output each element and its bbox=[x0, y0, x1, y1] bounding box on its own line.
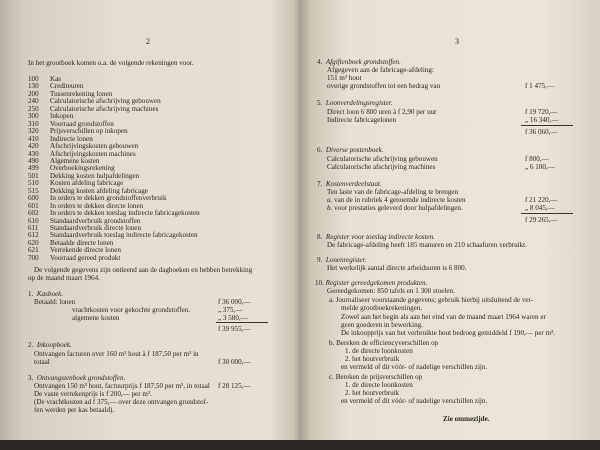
account-name: Dekking kosten afdeling fabricage bbox=[50, 186, 148, 195]
item-1-title: Kasboek. bbox=[36, 290, 64, 298]
item-8-line-1: De fabricage-afdeling heeft 185 manuren en 210 schaafuren verbruikt. bbox=[327, 241, 527, 249]
item-4-line-1: Afgegeven aan de fabricage-afdeling: bbox=[327, 66, 434, 74]
account-name: In orders te dekken toeslag indirecte fabricagekosten bbox=[50, 209, 200, 218]
item-8-title: Register voor toeslag indirecte kosten. bbox=[325, 233, 435, 241]
item-6-line-1: Calculatorische afschrijving gebouwen bbox=[327, 155, 438, 163]
account-code: 410 bbox=[28, 134, 39, 143]
item-7-sum-rule bbox=[521, 213, 573, 214]
item-1-label: Betaald: lonen bbox=[34, 298, 76, 306]
item-3-line-3: (De vrachtkosten ad f 375,— over deze ontvangen grondstof- bbox=[34, 398, 209, 406]
account-name: Tussenrekening lonen bbox=[50, 89, 113, 98]
account-code: 200 bbox=[28, 89, 39, 98]
table-edge bbox=[0, 440, 600, 450]
account-name: Kas bbox=[50, 75, 62, 83]
account-code: 430 bbox=[28, 149, 39, 158]
item-6-amount-1: f 800,— bbox=[525, 155, 549, 163]
item-5-line-1: Direct loon 6 800 uren à f 2,90 per uur bbox=[327, 108, 437, 116]
item-9-heading: 9. Lonenregister. bbox=[317, 256, 367, 264]
account-name: Calculatorische afschrijving machines bbox=[50, 104, 159, 113]
note-line-2: geen goederen in bewerking. bbox=[341, 321, 423, 329]
item-1-total: f 39 955,— bbox=[218, 325, 251, 333]
account-code: 602 bbox=[28, 209, 39, 218]
item-5-amount-2: „ 16 340,— bbox=[525, 116, 559, 124]
item-3-amount: f 28 125,— bbox=[218, 382, 251, 390]
account-code: 501 bbox=[28, 171, 39, 180]
right-page bbox=[315, 0, 577, 440]
account-name: Crediteuren bbox=[50, 82, 84, 91]
item-2-title: Inkoopboek. bbox=[36, 341, 72, 349]
account-name: Standaardverbruik toeslag indirecte fabricagekosten bbox=[50, 231, 198, 240]
account-name: In orders te dekken directe lonen bbox=[50, 201, 144, 210]
account-code: 320 bbox=[28, 127, 39, 136]
question-b-heading: b. Bereken de efficiencyverschillen op bbox=[329, 339, 439, 347]
item-10-heading: 10. Register gereedgekomen produkten. bbox=[315, 279, 428, 287]
item-3-line-2: De vaste verrekenprijs is f 200,— per m³. bbox=[34, 390, 152, 398]
left-page-number: 2 bbox=[146, 37, 150, 46]
item-4-title: Afgiftenboek grondstoffen. bbox=[325, 58, 401, 66]
item-7-amount-1: f 21 220,— bbox=[525, 196, 558, 204]
item-4-line-2: 151 m³ hout bbox=[327, 74, 362, 82]
account-name: Afschrijvingskosten gebouwen bbox=[50, 142, 139, 151]
item-7-amount-2: „ 8 045,— bbox=[525, 204, 555, 212]
item-7-line-1: Ten laste van de fabricage-afdeling te brengen bbox=[327, 188, 459, 196]
account-name: Kosten afdeling fabricage bbox=[50, 179, 124, 188]
account-code: 515 bbox=[28, 186, 39, 195]
item-2-heading: 2. Inkoopboek. bbox=[28, 341, 72, 349]
account-code: 300 bbox=[28, 112, 39, 121]
question-c-item-2: 2. het houtverbruik bbox=[345, 389, 400, 397]
account-name: Prijsverschillen op inkopen bbox=[50, 127, 128, 136]
account-name: Voorraad gereed produkt bbox=[50, 253, 121, 262]
account-code: 499 bbox=[28, 164, 39, 173]
account-name: Standaardverbruik directe lonen bbox=[50, 224, 141, 232]
account-code: 250 bbox=[28, 104, 39, 113]
account-code: 130 bbox=[28, 82, 39, 91]
item-7-heading: 7. Kostenverdeelstaat. bbox=[317, 180, 382, 188]
account-code: 601 bbox=[28, 201, 39, 210]
account-name: Indirecte lonen bbox=[50, 134, 93, 143]
account-code: 612 bbox=[28, 231, 39, 240]
item-6-heading: 6. Diverse postenboek. bbox=[317, 146, 384, 154]
item-5-title: Loonverdelingsregister. bbox=[325, 99, 393, 107]
item-9-line-1: Het werkelijk aantal directe arbeidsuren is 6 800. bbox=[327, 264, 467, 272]
account-name: Standaardverbruik grondstoffen bbox=[50, 216, 141, 225]
account-name: Algemene kosten bbox=[50, 156, 100, 165]
item-4-amount: f 1 475,— bbox=[525, 82, 554, 90]
question-c-heading: c. Bereken de prijsverschillen op bbox=[329, 373, 423, 381]
account-name: Voorraad grondstoffen bbox=[50, 119, 114, 128]
item-7-line-3: b. voor prestaties geleverd door hulpafdelingen. bbox=[327, 204, 463, 212]
item-1-amount-1: f 36 000,— bbox=[218, 298, 251, 306]
account-code: 621 bbox=[28, 246, 39, 255]
question-a-line-2: melde grootboekrekeningen. bbox=[341, 304, 423, 312]
account-name: Dekking kosten hulpafdelingen bbox=[50, 171, 140, 180]
account-name: Betaalde directe lonen bbox=[50, 238, 114, 247]
item-6-line-2: Calculatorische afschrijving machines bbox=[327, 163, 436, 171]
item-2-amount: f 30 000,— bbox=[218, 358, 251, 366]
item-1-heading: 1. Kasboek. bbox=[28, 290, 64, 298]
account-code: 420 bbox=[28, 142, 39, 151]
item-7-title: Kostenverdeelstaat. bbox=[325, 180, 382, 188]
account-code: 100 bbox=[28, 75, 39, 83]
account-code: 611 bbox=[28, 224, 39, 232]
account-code: 610 bbox=[28, 216, 39, 225]
note-line-3: De inkoopprijs van het verbruikte hout bedroeg gemiddeld f 190,— per m³. bbox=[341, 329, 555, 337]
question-b-item-1: 1. de directe loonkosten bbox=[345, 347, 413, 355]
item-5-amount-1: f 19 720,— bbox=[525, 108, 558, 116]
item-1-amount-3: „ 3 580,— bbox=[218, 314, 248, 322]
left-page bbox=[28, 0, 290, 440]
item-5-sum-rule bbox=[521, 125, 573, 126]
item-9-title: Lonenregister. bbox=[325, 256, 367, 264]
intro-text: In het grootboek komen o.a. de volgende rekeningen voor. bbox=[28, 59, 194, 67]
item-5-heading: 5. Loonverdelingsregister. bbox=[317, 99, 393, 107]
question-c-note: en vermeld of dit vóór- of nadelige verschillen zijn. bbox=[341, 397, 488, 405]
question-a-line-1: a. Journaliseer voorstaande gegevens; gebruik hierbij uitsluitend de ver- bbox=[329, 296, 534, 304]
account-row bbox=[28, 254, 120, 262]
question-b-item-2: 2. het houtverbruik bbox=[345, 355, 400, 363]
account-code: 240 bbox=[28, 97, 39, 106]
data-intro-line-2: op de maand maart 1964. bbox=[28, 274, 100, 282]
account-name: Verrekende directe lonen bbox=[50, 246, 121, 255]
item-7-line-2: a. van de in rubriek 4 genoemde indirecte kosten bbox=[327, 196, 466, 204]
account-name: Calculatorische afschrijving gebouwen bbox=[50, 97, 161, 106]
item-10-line-1: Gereedgekomen: 850 tafels en 1 300 stoelen. bbox=[327, 287, 455, 295]
item-3-heading: 3. Ontvangstenboek grondstoffen. bbox=[28, 374, 126, 382]
footer-turn-over: Zie ommezijde. bbox=[443, 415, 490, 423]
item-8-heading: 8. Register voor toeslag indirecte kosten. bbox=[317, 233, 435, 241]
item-1-amount-2: „ 375,— bbox=[218, 306, 243, 314]
item-2-line-2: totaal bbox=[34, 358, 50, 366]
item-10-title: Register gereedgekomen produkten. bbox=[325, 279, 428, 287]
account-name: Overboekingsrekening bbox=[50, 164, 115, 173]
item-1-text-2: vrachtkosten voor gekochte grondstoffen. bbox=[72, 306, 191, 314]
item-5-line-2: Indirecte fabricagelonen bbox=[327, 116, 397, 124]
data-intro-line-1: De volgende gegevens zijn ontleend aan de dagboeken en hebben betrekking bbox=[34, 266, 253, 274]
item-4-line-3: overige grondstoffen tot een bedrag van bbox=[327, 82, 441, 90]
item-5-total: f 36 060,— bbox=[525, 128, 558, 136]
item-1-text-3: algemene kosten bbox=[72, 314, 120, 322]
item-2-line-1: Ontvangen facturen over 160 m³ hout à f 187,50 per m³ in bbox=[34, 350, 199, 358]
item-3-line-1: Ontvangen 150 m³ hout, factuurprijs f 187,50 per m³, in totaal bbox=[34, 382, 210, 390]
item-3-title: Ontvangstenboek grondstoffen. bbox=[36, 374, 126, 382]
question-b-note: en vermeld of dit vóór- of nadelige verschillen zijn. bbox=[341, 363, 488, 371]
item-3-line-4: fen werden per kas betaald). bbox=[34, 406, 115, 414]
item-4-heading: 4. Afgiftenboek grondstoffen. bbox=[317, 58, 401, 66]
right-page-number: 3 bbox=[455, 37, 459, 46]
account-code: 620 bbox=[28, 238, 39, 247]
item-6-title: Diverse postenboek. bbox=[325, 146, 384, 154]
account-code: 510 bbox=[28, 179, 39, 188]
note-line-1: Zowel aan het begin als aan het eind van de maand maart 1964 waren er bbox=[341, 313, 546, 321]
account-name: Afschrijvingskosten machines bbox=[50, 149, 136, 158]
account-code: 490 bbox=[28, 156, 39, 165]
account-code: 310 bbox=[28, 119, 39, 128]
account-name: Inkopen bbox=[50, 112, 74, 121]
item-7-total: f 29 265,— bbox=[525, 216, 558, 224]
item-6-amount-2: „ 6 100,— bbox=[525, 163, 555, 171]
account-code: 700 bbox=[28, 253, 39, 262]
question-c-item-1: 1. de directe loonkosten bbox=[345, 381, 413, 389]
item-1-sum-rule bbox=[216, 322, 268, 323]
account-code: 600 bbox=[28, 194, 39, 203]
account-name: In orders te dekken grondstoffenverbruik bbox=[50, 194, 167, 203]
